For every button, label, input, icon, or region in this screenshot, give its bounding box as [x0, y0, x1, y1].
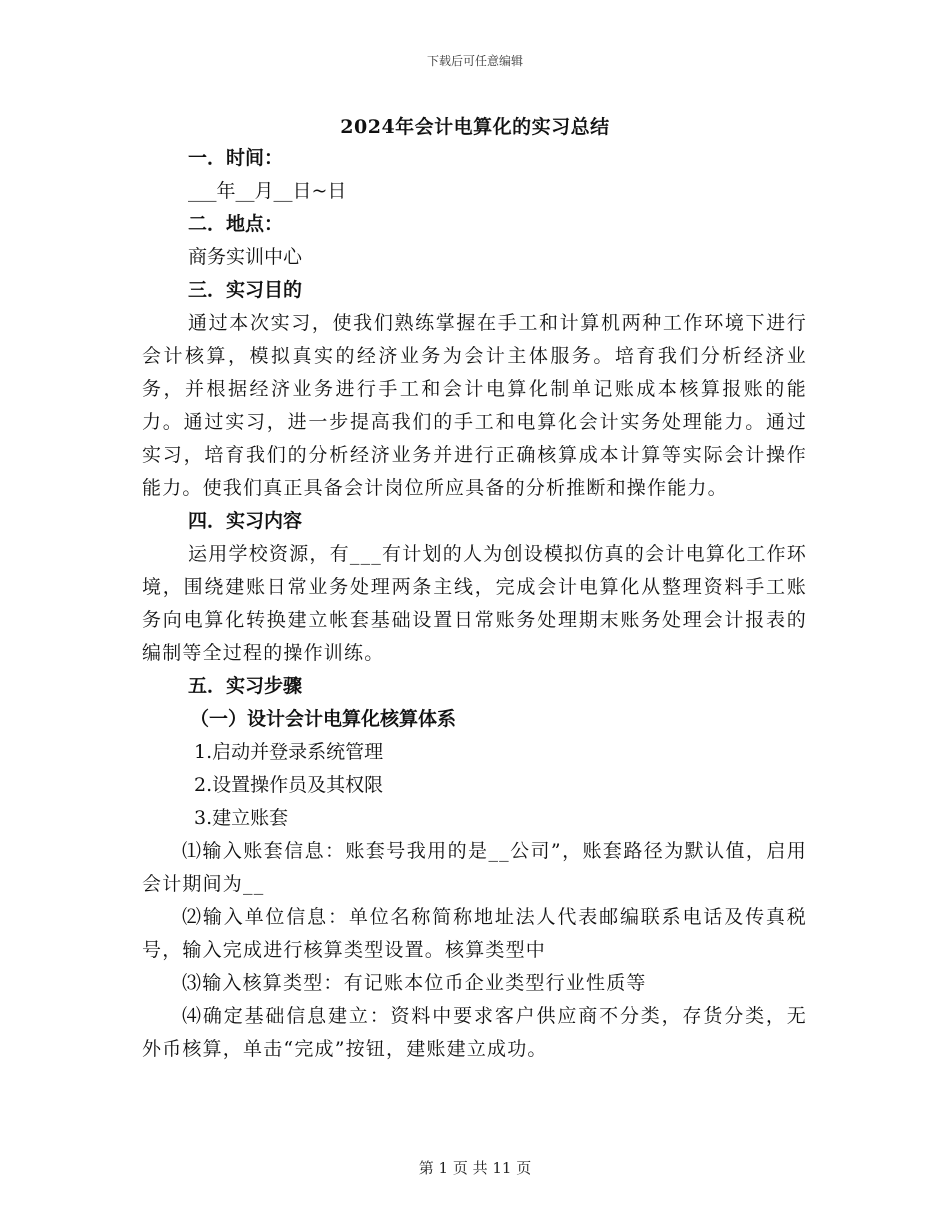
document-body — [142, 142, 807, 1066]
enum-item-2: ⑵输入单位信息：单位名称简称地址法人代表邮编联系电话及传真税号，输入完成进行核算类型设置。核算类型中 — [142, 906, 807, 961]
document-title: 2024年会计电算化的实习总结 — [340, 116, 610, 138]
step-item-2: 2.设置操作员及其权限 — [194, 774, 384, 796]
section-heading-time: 一．时间： — [188, 147, 284, 169]
section-heading-purpose: 三．实习目的 — [188, 279, 303, 301]
enum-item-1: ⑴输入账套信息：账套号我用的是__公司”，账套路径为默认值，启用会计期间为__ — [142, 840, 807, 895]
page-number-footer: 第 1 页 共 11 页 — [418, 1159, 532, 1177]
section-heading-location: 二．地点： — [188, 213, 284, 235]
section-paragraph-purpose: 通过本次实习，使我们熟练掌握在手工和计算机两种工作环境下进行会计核算，模拟真实的经济业务为会计主体服务。培育我们分析经济业务，并根据经济业务进行手工和会计电算化制单记账成本核算报账的能力。通过实习，进一步提高我们的手工和电算化会计实务处理能力。通过实习，培育我们的分析经济业务并进行正确核算成本计算等实际会计操作能力。使我们真正具备会计岗位所应具备的分析推断和操作能力。 — [142, 312, 807, 499]
subsection-heading-system: （一）设计会计电算化核算体系 — [190, 708, 457, 730]
section-paragraph-content: 运用学校资源，有___有计划的人为创设模拟仿真的会计电算化工作环境，围绕建账日常业务处理两条主线，完成会计电算化从整理资料手工账务向电算化转换建立帐套基础设置日常账务处理期末账务处理会计报表的编制等全过程的操作训练。 — [142, 543, 807, 664]
step-item-1: 1.启动并登录系统管理 — [194, 741, 384, 763]
enum-item-4: ⑷确定基础信息建立：资料中要求客户供应商不分类，存货分类，无外币核算，单击“完成”按钮，建账建立成功。 — [142, 1005, 807, 1060]
section-heading-steps: 五．实习步骤 — [188, 675, 303, 697]
section-heading-content: 四．实习内容 — [188, 510, 303, 532]
section-text-location: 商务实训中心 — [188, 246, 303, 268]
section-text-time: ___年__月__日~日 — [188, 180, 347, 202]
page-header-note: 下载后可任意编辑 — [426, 54, 523, 68]
step-item-3: 3.建立账套 — [194, 807, 289, 829]
enum-item-3: ⑶输入核算类型：有记账本位币企业类型行业性质等 — [182, 972, 647, 994]
